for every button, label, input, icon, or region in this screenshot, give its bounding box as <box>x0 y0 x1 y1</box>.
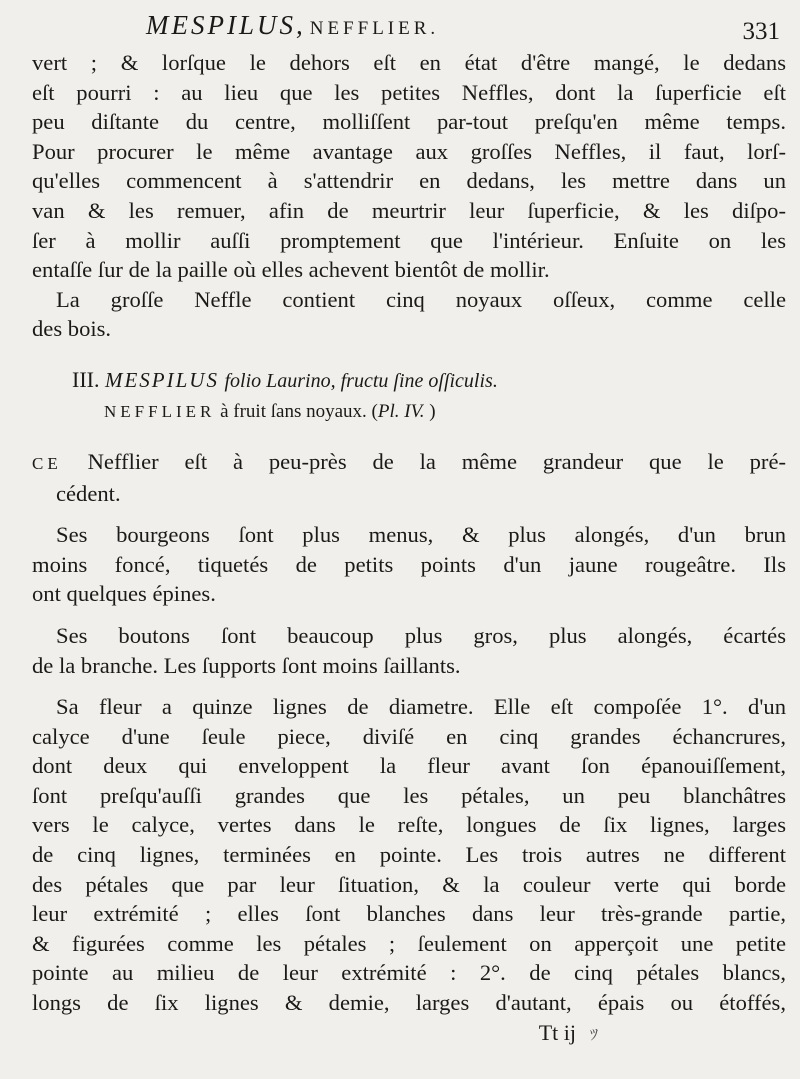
text-line: de la branche. Les ſupports ſont moins ſaillants. <box>32 652 461 678</box>
running-title <box>146 10 439 41</box>
plate-close: ) <box>429 400 436 422</box>
paragraph-6 <box>32 692 786 1018</box>
text-line: Pour procurer le même avantage aux groſſes Neffles, il faut, lorſ- <box>32 138 786 164</box>
text-line: ſer à mollir auſſi promptement que l'intérieur. Enſuite on les <box>32 227 786 253</box>
paragraph-4 <box>32 520 786 609</box>
text-line: vers le calyce, vertes dans le reſte, longues de ſix lignes, larges <box>32 812 786 838</box>
text-line: des pétales que par leur ſituation, & la couleur verte qui borde <box>32 871 786 897</box>
page-header <box>140 8 780 44</box>
text-line: peu diſtante du centre, molliſſent par-tout preſqu'en même temps. <box>32 109 786 135</box>
text-line: Sa fleur a quinze lignes de diametre. Elle eſt compoſée 1°. d'un <box>56 694 786 720</box>
text-line: calyce d'une ſeule piece, diviſé en cinq grandes échancrures, <box>32 723 786 749</box>
catchword: Tt ij <box>538 1019 576 1045</box>
text-line: moins foncé, tiquetés de petits points d'un jaune rougeâtre. Ils <box>32 551 786 577</box>
text-line: entaſſe ſur de la paille où elles achevent bientôt de mollir. <box>32 257 550 283</box>
section-heading <box>32 364 786 397</box>
text-line: qu'elles commencent à s'attendrir en dedans, les mettre dans un <box>32 168 786 194</box>
text-line: ſont preſqu'auſſi grandes que les pétales, un peu blanchâtres <box>32 782 786 808</box>
paragraph-3 <box>32 447 786 508</box>
section-genus: MESPILUS <box>104 367 219 392</box>
section-subheading <box>32 397 786 427</box>
text-line <box>32 447 786 479</box>
text-line: van & les remuer, afin de meurtrir leur ſuperficie, & les diſpo- <box>32 197 786 223</box>
plate-reference: Pl. IV. <box>377 400 425 422</box>
text-line: La groſſe Neffle contient cinq noyaux oſſeux, comme celle <box>56 286 786 312</box>
text-line: Ses bourgeons ſont plus menus, & plus alongés, d'un brun <box>56 522 786 548</box>
text-line: Ses boutons ſont beaucoup plus gros, plus alongés, écartés <box>56 622 786 648</box>
text-line: vert ; & lorſque le dehors eſt en état d'être mangé, le dedans <box>32 50 786 75</box>
section-french-desc: à fruit ſans noyaux. ( <box>220 400 378 422</box>
body-text <box>32 48 786 1047</box>
paragraph-1 <box>32 48 786 285</box>
text-span: Nefflier eſt à peu-près de la même grandeur que le pré- <box>87 448 786 474</box>
text-line: & figurées comme les pétales ; ſeulement on apperçoit une petite <box>32 930 786 956</box>
paragraph-2 <box>32 285 786 344</box>
running-title-french: NEFFLIER. <box>309 18 440 39</box>
text-line: leur extrémité ; elles ſont blanches dans leur très-grande partie, <box>32 901 786 927</box>
text-line: dont deux qui enveloppent la fleur avant ſon épanouiſſement, <box>32 753 786 779</box>
text-line: des bois. <box>32 316 112 342</box>
running-title-latin: MESPILUS, <box>146 10 306 40</box>
section-number: III. <box>72 366 100 392</box>
section-french-name: NEFFLIER <box>104 401 216 421</box>
text-line: pointe au milieu de leur extrémité : 2°. de cinq pétales blancs, <box>32 960 786 986</box>
text-line: de cinq lignes, terminées en pointe. Les trois autres ne different <box>32 842 786 868</box>
text-line: cédent. <box>56 480 121 506</box>
drop-cap: CE <box>32 453 62 473</box>
paragraph-5 <box>32 621 786 680</box>
margin-mark: ﾂ <box>590 1027 599 1044</box>
text-line: ont quelques épines. <box>32 581 216 607</box>
section-latin-name: folio Laurino, fructu ſine oſſiculis. <box>224 369 498 392</box>
page-number: 331 <box>742 18 780 45</box>
text-line: eſt pourri : au lieu que les petites Neffles, dont la ſuperficie eſt <box>32 79 786 105</box>
text-line: longs de ſix lignes & demie, larges d'autant, épais ou étoffés, <box>32 990 786 1016</box>
